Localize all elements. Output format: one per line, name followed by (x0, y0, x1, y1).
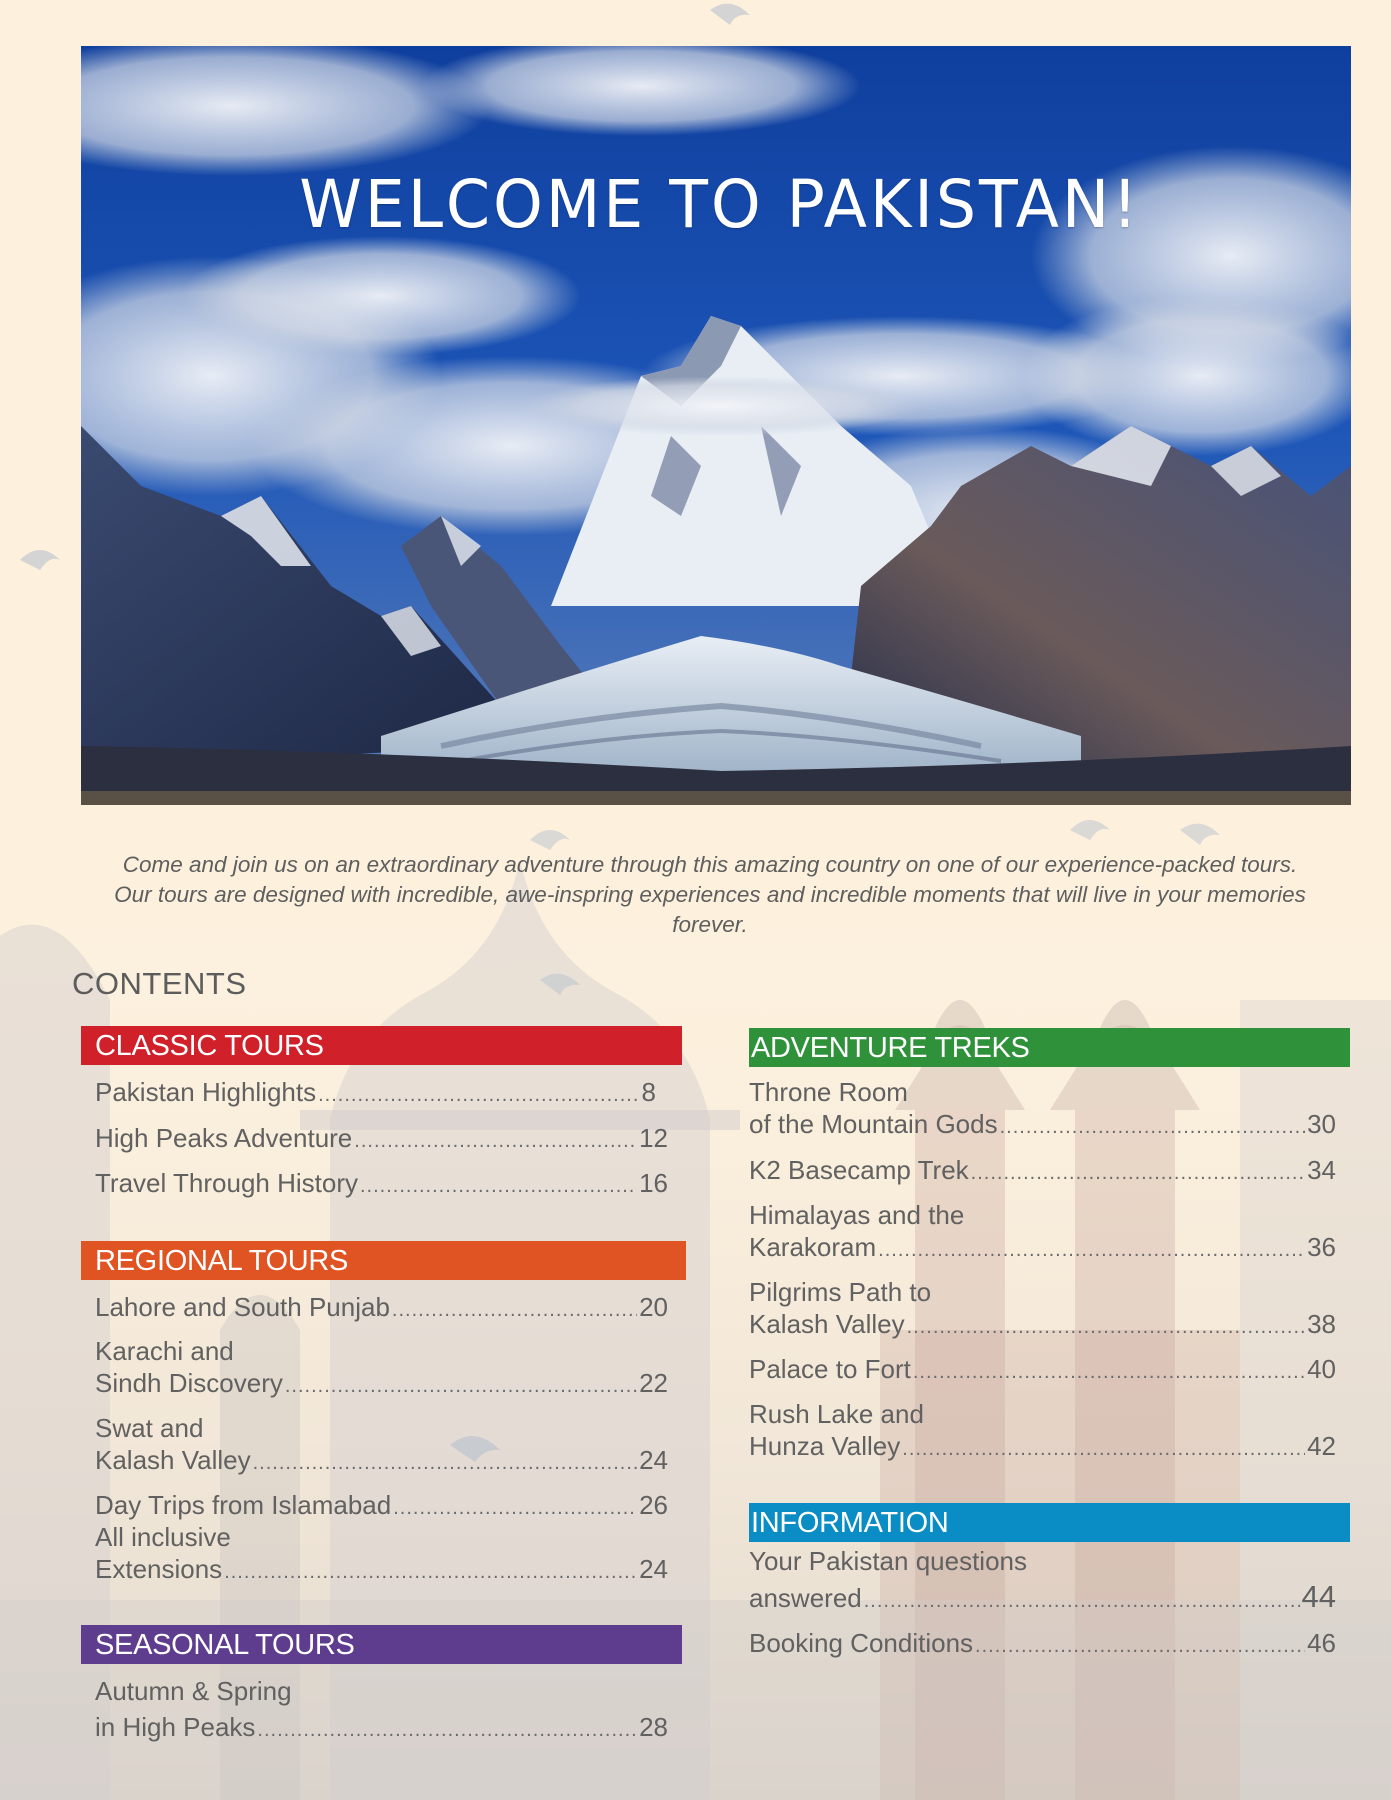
dot-leader (360, 1170, 637, 1202)
toc-entry-title: High Peaks Adventure (95, 1123, 353, 1153)
toc-entry-title: Lahore and South Punjab (95, 1292, 390, 1322)
toc-entry-title: Kalash Valley (95, 1445, 251, 1475)
toc-entry-title: Travel Through History (95, 1168, 358, 1198)
toc-entry-title: Sindh Discovery (95, 1368, 283, 1398)
toc-entry-pilgrims-path-kalash-valley[interactable] (749, 1276, 1336, 1343)
toc-entry-title: Extensions (95, 1554, 223, 1584)
toc-entry-title: Kalash Valley (749, 1309, 905, 1339)
toc-page-number: 12 (639, 1123, 668, 1153)
dot-leader (878, 1234, 1305, 1266)
dot-leader (907, 1311, 1305, 1343)
toc-entry-title-line1: Autumn & Spring (95, 1676, 292, 1706)
page-title: WELCOME TO PAKISTAN! (299, 166, 1141, 243)
hero-banner (81, 46, 1351, 805)
toc-entry-title: Hunza Valley (749, 1431, 901, 1461)
toc-entry-pakistan-questions-answered[interactable] (749, 1545, 1336, 1617)
section-header-adventure-treks: ADVENTURE TREKS (749, 1028, 1350, 1067)
toc-page-number: 34 (1307, 1155, 1336, 1185)
toc-entry-title: in High Peaks (95, 1712, 256, 1742)
toc-entry-all-inclusive-extensions[interactable] (95, 1521, 668, 1588)
toc-entry-title: answered (749, 1583, 862, 1613)
toc-entry-title: Booking Conditions (749, 1628, 974, 1658)
toc-entry-lahore-south-punjab[interactable] (95, 1291, 668, 1326)
toc-entry-high-peaks-adventure[interactable] (95, 1122, 668, 1157)
toc-entry-title: Day Trips from Islamabad (95, 1490, 392, 1520)
toc-entry-autumn-spring-high-peaks[interactable] (95, 1675, 668, 1746)
toc-page-number: 8 (641, 1077, 656, 1107)
dot-leader (257, 1714, 637, 1746)
mountain-landscape-image (81, 46, 1351, 805)
toc-entry-title-line1: Swat and (95, 1413, 204, 1443)
toc-entry-title-line1: Pilgrims Path to (749, 1277, 932, 1307)
toc-page-number: 22 (639, 1368, 668, 1398)
section-header-classic-tours: CLASSIC TOURS (81, 1026, 682, 1065)
toc-page-number: 20 (639, 1292, 668, 1322)
toc-entry-himalayas-karakoram[interactable] (749, 1199, 1336, 1266)
section-header-regional-tours: REGIONAL TOURS (81, 1241, 686, 1280)
toc-page-number: 40 (1307, 1354, 1336, 1384)
section-regional-tours (81, 1241, 682, 1584)
toc-page-number: 38 (1307, 1309, 1336, 1339)
dot-leader (354, 1125, 637, 1157)
toc-entry-karachi-sindh-discovery[interactable] (95, 1335, 668, 1402)
section-information (749, 1503, 1350, 1658)
section-seasonal-tours (81, 1625, 682, 1742)
toc-entry-palace-to-fort[interactable] (749, 1353, 1336, 1388)
dot-leader (975, 1630, 1305, 1662)
toc-entry-title: Palace to Fort (749, 1354, 911, 1384)
toc-entry-booking-conditions[interactable] (749, 1627, 1336, 1662)
toc-entry-k2-basecamp-trek[interactable] (749, 1154, 1336, 1189)
section-header-information: INFORMATION (749, 1503, 1350, 1542)
toc-page-number: 36 (1307, 1232, 1336, 1262)
toc-entry-title-line1: Throne Room (749, 1077, 908, 1107)
toc-page-number: 16 (639, 1168, 668, 1198)
intro-paragraph: Come and join us on an extraordinary adventure through this amazing country on one of our experience-packed tours. Our tours are designed with incredible, awe-inspring experiences and incredible moments that will live in your memories forever. (114, 851, 1306, 937)
toc-entry-rush-lake-hunza-valley[interactable] (749, 1398, 1336, 1465)
section-header-seasonal-tours: SEASONAL TOURS (81, 1625, 682, 1664)
toc-page-number: 44 (1301, 1579, 1336, 1614)
toc-entry-title: Karakoram (749, 1232, 877, 1262)
toc-entry-title-line1: Karachi and (95, 1336, 234, 1366)
contents-heading: CONTENTS (72, 966, 247, 1001)
dot-leader (253, 1447, 637, 1479)
toc-entry-day-trips-islamabad[interactable] (95, 1489, 668, 1524)
toc-entry-title-line1: All inclusive (95, 1522, 231, 1552)
toc-page-number: 28 (639, 1712, 668, 1742)
toc-entry-swat-kalash-valley[interactable] (95, 1412, 668, 1479)
toc-page-number: 46 (1307, 1628, 1336, 1658)
section-classic-tours (81, 1026, 682, 1198)
toc-page-number: 26 (639, 1490, 668, 1520)
toc-page-number: 42 (1307, 1431, 1336, 1461)
toc-page-number: 24 (639, 1445, 668, 1475)
dot-leader (318, 1079, 639, 1111)
toc-page-number: 24 (639, 1554, 668, 1584)
toc-entry-title: K2 Basecamp Trek (749, 1155, 969, 1185)
toc-entry-travel-through-history[interactable] (95, 1167, 668, 1202)
dot-leader (1000, 1111, 1305, 1143)
dot-leader (902, 1433, 1305, 1465)
toc-page-number: 30 (1307, 1109, 1336, 1139)
toc-entry-pakistan-highlights[interactable] (95, 1076, 668, 1111)
dot-leader (224, 1556, 637, 1588)
toc-entry-title: of the Mountain Gods (749, 1109, 998, 1139)
toc-entry-throne-room-mountain-gods[interactable] (749, 1076, 1336, 1143)
toc-entry-title-line1: Himalayas and the (749, 1200, 965, 1230)
dot-leader (285, 1370, 637, 1402)
toc-entry-title-line1: Rush Lake and (749, 1399, 924, 1429)
dot-leader (913, 1356, 1305, 1388)
dot-leader (971, 1157, 1305, 1189)
toc-entry-title: Pakistan Highlights (95, 1077, 317, 1107)
dot-leader (864, 1585, 1300, 1617)
section-adventure-treks (749, 1028, 1350, 1461)
toc-entry-title-line1: Your Pakistan questions (749, 1546, 1028, 1576)
dot-leader (392, 1294, 637, 1326)
dot-leader (393, 1492, 637, 1524)
